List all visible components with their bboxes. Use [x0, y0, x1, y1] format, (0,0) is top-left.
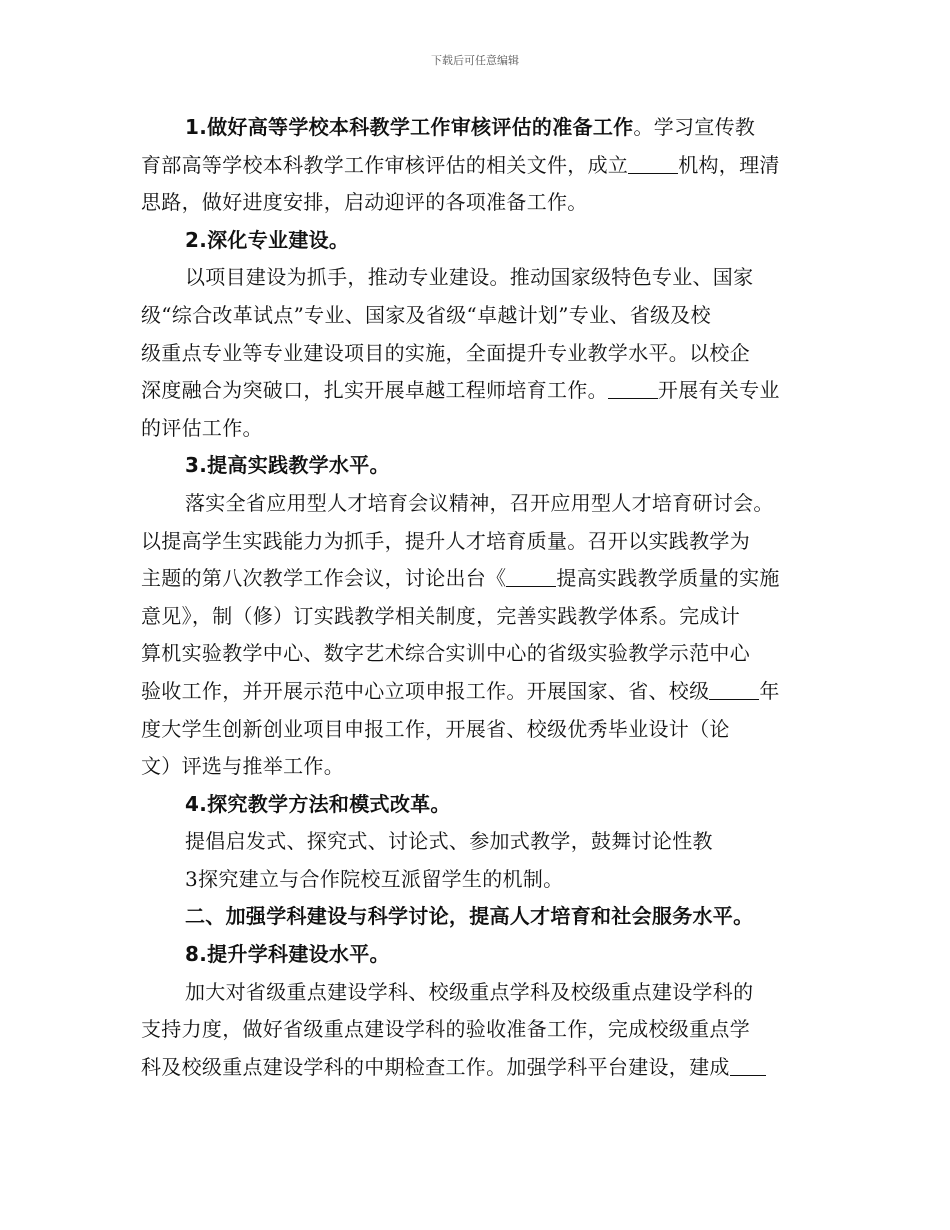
paragraph-line: 3探究建立与合作院校互派留学生的机制。 [185, 866, 564, 891]
paragraph-line: 支持力度，做好省级重点建设学科的验收准备工作，完成校级重点学 [141, 1017, 750, 1042]
fill-blank [506, 566, 556, 587]
paragraph-line [141, 147, 821, 185]
text-span: 提高实践教学质量的实施 [556, 566, 780, 591]
paragraph-line [141, 673, 821, 711]
section-heading: 8.提升学科建设水平。 [185, 942, 390, 967]
fill-blank [608, 378, 658, 399]
paragraph-line: 的评估工作。 [141, 415, 263, 440]
paragraph-line: 文）评选与推举工作。 [141, 754, 344, 779]
paragraph-line: 以项目建设为抓手，推动专业建设。推动国家级特色专业、国家 [185, 265, 754, 290]
section-heading: 3.提高实践教学水平。 [185, 453, 390, 478]
paragraph-line: 落实全省应用型人才培育会议精神，召开应用型人才培育研讨会。 [185, 490, 774, 515]
text-span: 验收工作，并开展示范中心立项申报工作。开展国家、省、校级 [141, 678, 710, 703]
text-span: 机构，理清 [678, 152, 780, 177]
paragraph-line [141, 372, 821, 410]
section-heading: 二、加强学科建设与科学讨论，提高人才培育和社会服务水平。 [185, 904, 754, 929]
paragraph-line: 以提高学生实践能力为抓手，提升人才培育质量。召开以实践教学为 [141, 528, 750, 553]
paragraph-line [141, 560, 821, 598]
paragraph-line: 提倡启发式、探究式、讨论式、参加式教学，鼓舞讨论性教 [185, 829, 713, 854]
text-span: 深度融合为突破口，扎实开展卓越工程师培育工作。 [141, 378, 608, 403]
section-heading: 1.做好高等学校本科教学工作审核评估的准备工作 [185, 115, 634, 139]
text-span: 主题的第八次教学工作会议，讨论出台《 [141, 566, 507, 591]
text-span: 开展有关专业 [657, 378, 780, 403]
paragraph-line [141, 1049, 821, 1087]
paragraph-line: 意见》，制（修）订实践教学相关制度，完善实践教学体系。完成计 [141, 603, 740, 628]
text-span: 科及校级重点建设学科的中期检查工作。加强学科平台建设，建成 [141, 1054, 730, 1079]
text-span: 年 [759, 678, 780, 703]
fill-blank [709, 679, 759, 700]
paragraph-line [141, 109, 821, 147]
paragraph-line: 级重点专业等专业建设项目的实施，全面提升专业教学水平。以校企 [141, 340, 750, 365]
fill-blank [628, 153, 678, 174]
paragraph-line: 思路，做好进度安排，启动迎评的各项准备工作。 [141, 190, 588, 215]
page-header: 下载后可任意编辑 [431, 54, 519, 67]
document-body [141, 109, 821, 1086]
paragraph-line: 级“综合改革试点”专业、国家及省级“卓越计划”专业、省级及校 [141, 302, 711, 327]
paragraph-line: 加大对省级重点建设学科、校级重点学科及校级重点建设学科的 [185, 979, 754, 1004]
text-span: 。学习宣传教 [633, 115, 756, 139]
text-span: 育部高等学校本科教学工作审核评估的相关文件，成立 [141, 152, 629, 177]
fill-blank [730, 1055, 766, 1076]
section-heading: 2.深化专业建设。 [185, 227, 350, 252]
section-heading: 4.探究教学方法和模式改革。 [185, 791, 451, 816]
paragraph-line: 算机实验教学中心、数字艺术综合实训中心的省级实验教学示范中心 [141, 641, 750, 666]
paragraph-line: 度大学生创新创业项目申报工作，开展省、校级优秀毕业设计（论 [141, 716, 730, 741]
